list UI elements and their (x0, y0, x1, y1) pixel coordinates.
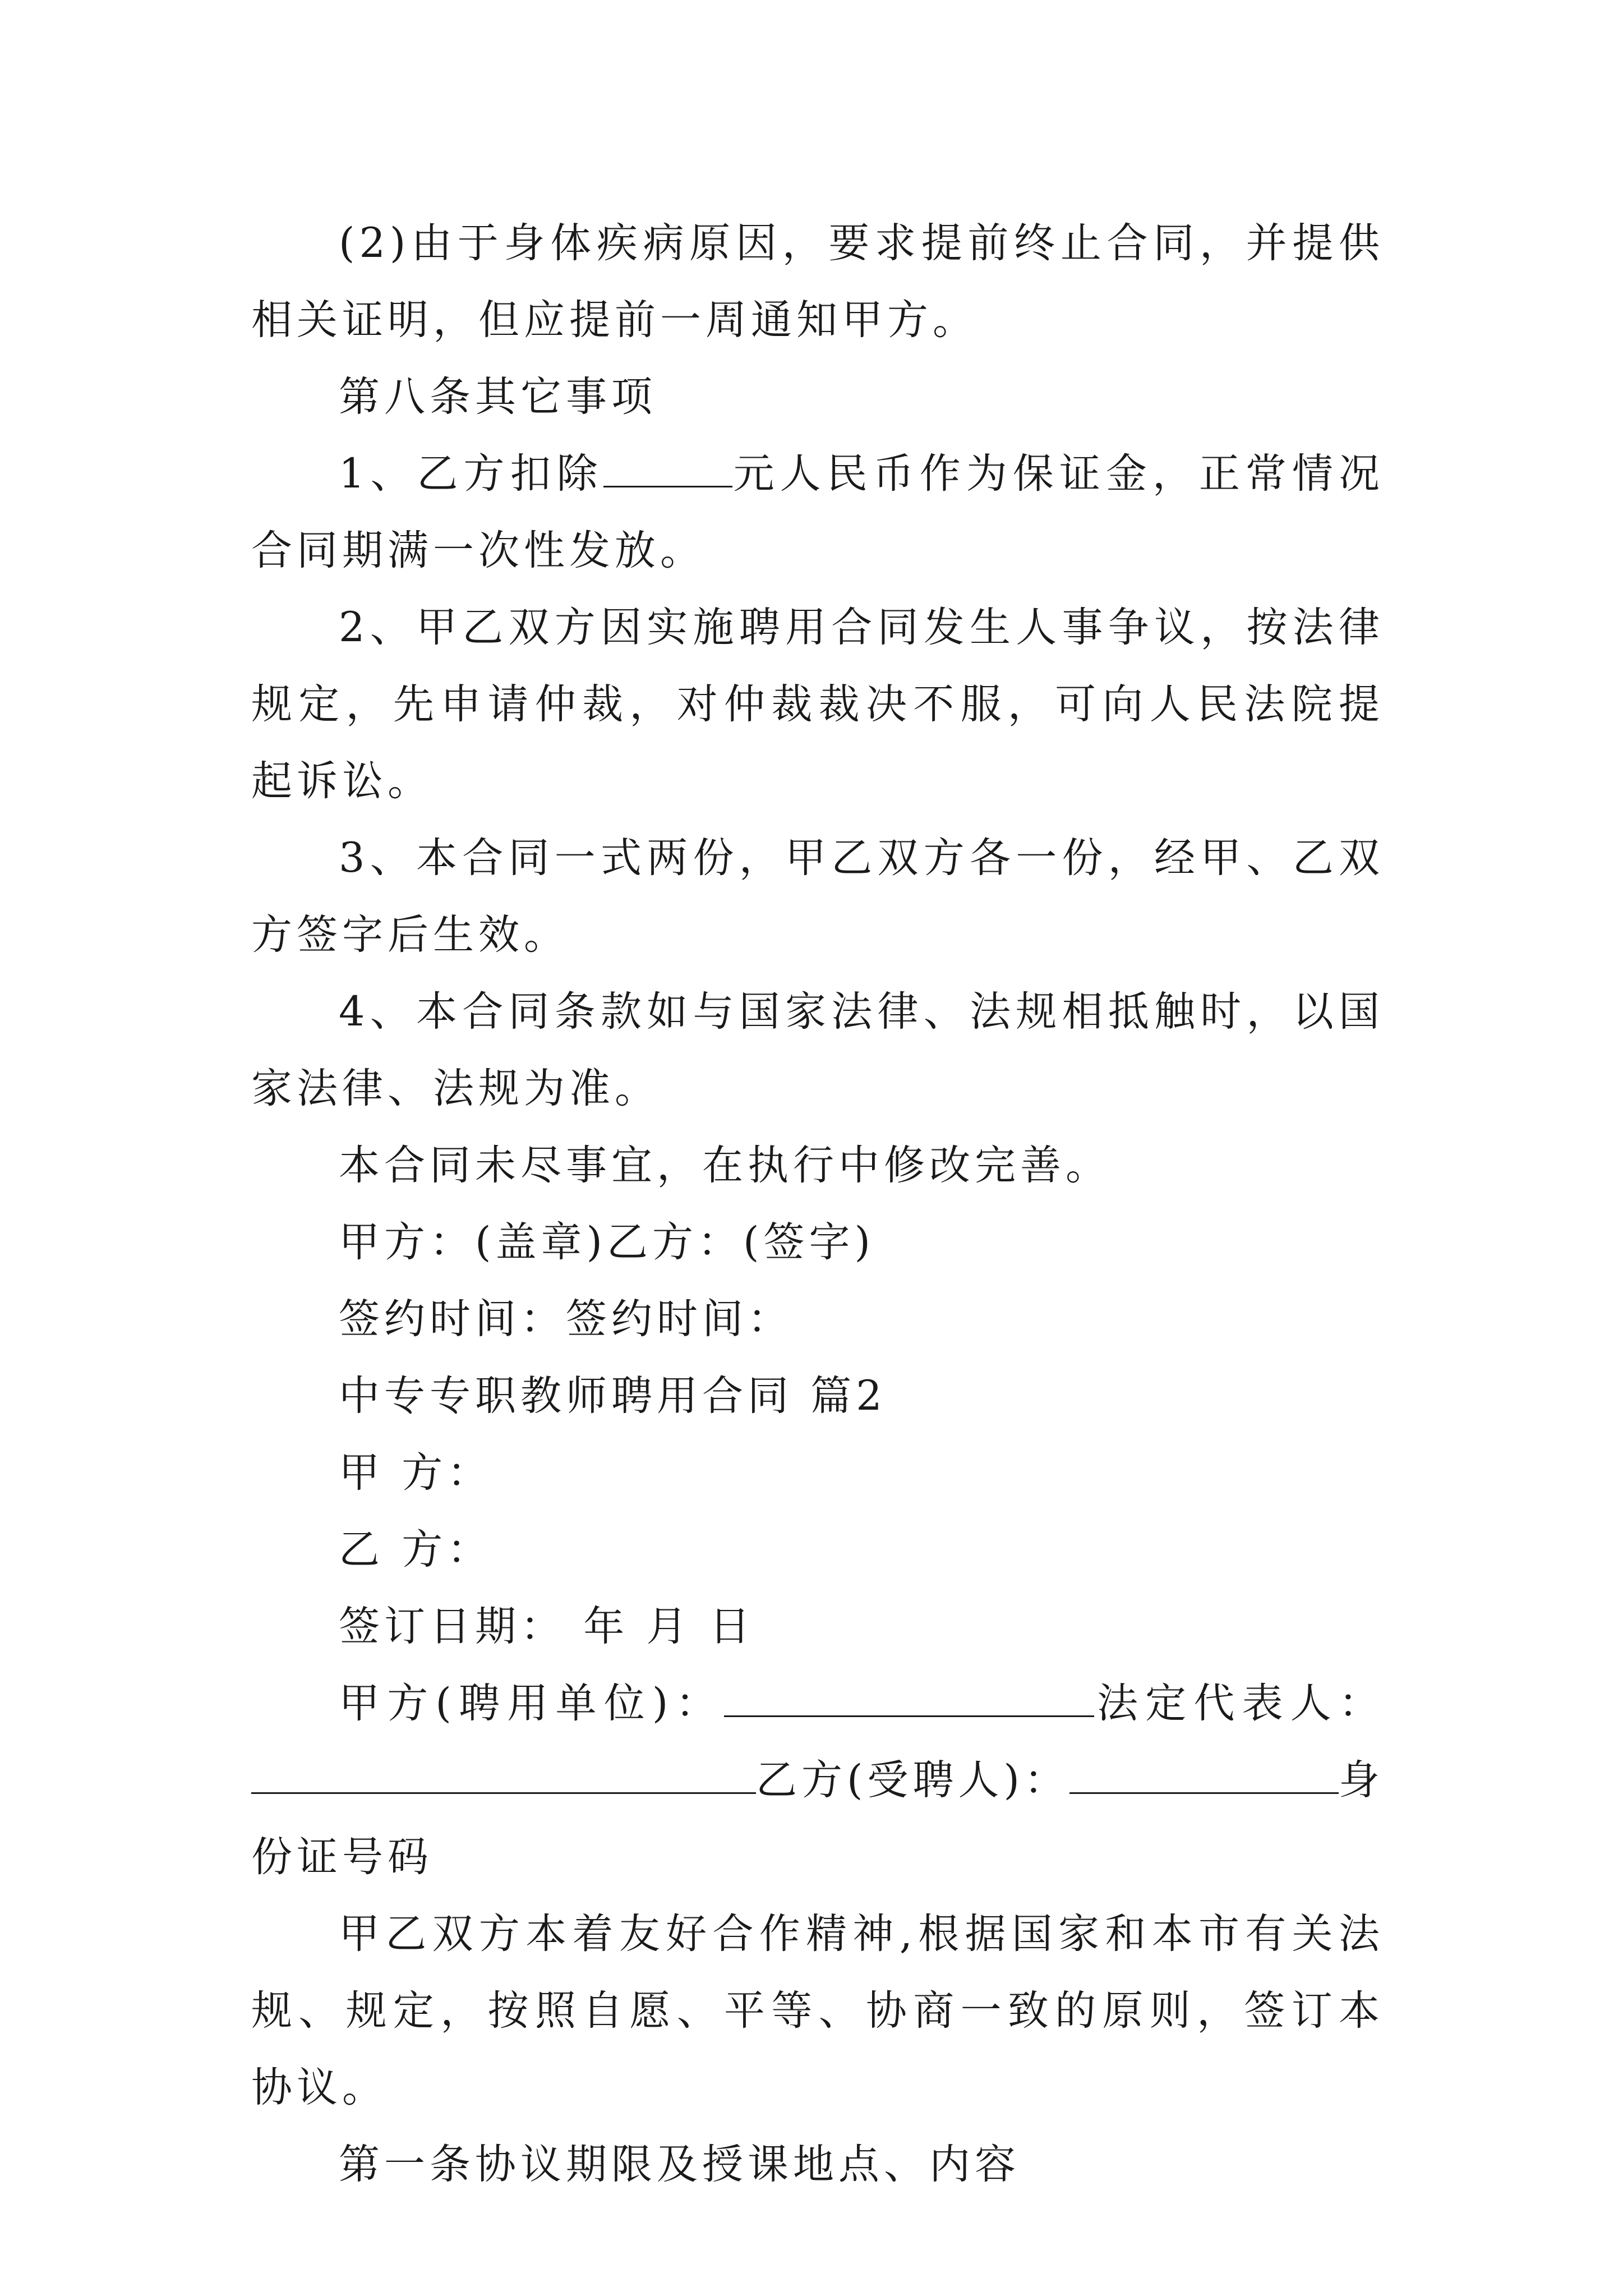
signing-time-line (251, 1281, 1384, 1358)
employee-blank (1069, 1757, 1339, 1794)
id-number-label: 身份证号码 (251, 1756, 1385, 1881)
paragraph-text: 4、本合同条款如与国家法律、法规相抵触时，以国家法律、法规为准。 (251, 988, 1384, 1112)
paragraph-text: (2)由于身体疾病原因，要求提前终止合同，并提供相关证明，但应提前一周通知甲方。 (251, 219, 1384, 344)
signature-text: 甲方：(盖章)乙方：(签字) (339, 1218, 875, 1266)
article-1-heading (251, 2126, 1384, 2203)
party-b-line (251, 1511, 1384, 1588)
paragraph-unresolved (251, 1127, 1384, 1204)
legal-rep-label: 法定代表人： (1094, 1680, 1384, 1727)
signing-time-text: 签约时间：签约时间： (339, 1295, 793, 1343)
paragraph-text: 2、甲乙双方因实施聘用合同发生人事争议，按法律规定，先申请仲裁，对仲裁裁决不服，可向人民法院提起诉讼。 (251, 604, 1384, 805)
heading-text: 第一条协议期限及授课地点、内容 (339, 2141, 1020, 2188)
contract-2-title (251, 1358, 1384, 1434)
heading-text: 第八条其它事项 (339, 373, 657, 421)
employee-label: 乙方(受聘人)： (756, 1756, 1069, 1804)
party-a-line (251, 1434, 1384, 1511)
employer-blank (724, 1681, 1094, 1717)
paragraph-text: 本合同未尽事宜，在执行中修改完善。 (339, 1142, 1111, 1189)
paragraph-text: 甲乙双方本着友好合作精神,根据国家和本市有关法规、规定，按照自愿、平等、协商一致的原则，签订本协议。 (251, 1910, 1384, 2111)
paragraph-dispute (251, 589, 1384, 820)
party-info-line (251, 1665, 1384, 1895)
paragraph-termination-illness (251, 205, 1384, 358)
paragraph-text-after-blank: 元人民币作为保证金，正常情况合同期满一次性发放。 (251, 450, 1384, 574)
deposit-amount-blank (603, 451, 732, 487)
legal-rep-blank (251, 1757, 756, 1794)
paragraph-deposit (251, 435, 1384, 589)
document-body (251, 205, 1384, 2203)
paragraph-copies (251, 820, 1384, 973)
party-a-text: 甲 方： (339, 1449, 493, 1497)
signing-date-text: 签订日期： 年 月 日 (339, 1603, 755, 1650)
article-8-heading (251, 358, 1384, 435)
signature-line (251, 1204, 1384, 1281)
employer-label: 甲方(聘用单位)： (339, 1680, 724, 1727)
paragraph-text: 3、本合同一式两份，甲乙双方各一份，经甲、乙双方签字后生效。 (251, 834, 1384, 959)
title-text: 中专专职教师聘用合同 篇2 (339, 1372, 887, 1420)
paragraph-principles (251, 1895, 1384, 2126)
party-b-text: 乙 方： (339, 1526, 493, 1573)
signing-date-line (251, 1588, 1384, 1665)
paragraph-law-conflict (251, 973, 1384, 1127)
paragraph-text-before-blank: 1、乙方扣除 (339, 450, 603, 498)
